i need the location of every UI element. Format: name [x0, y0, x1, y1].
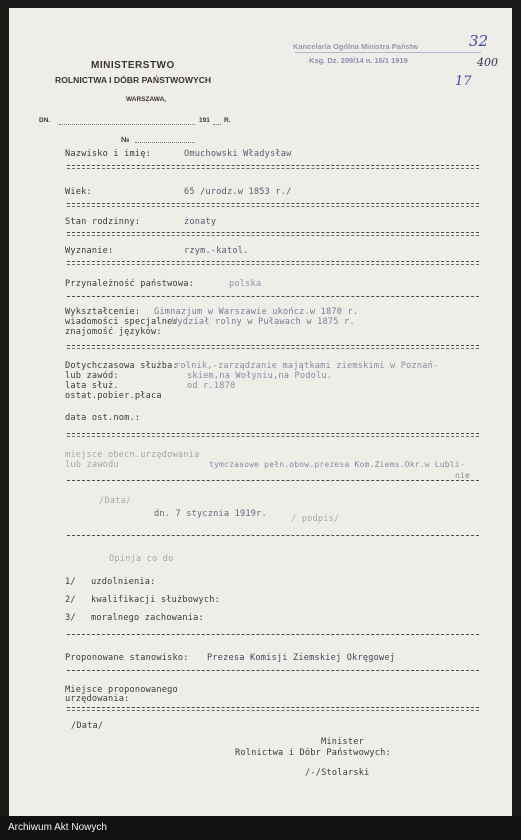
office-stamp-line1: Kancelaria Ogólna Ministra Państw: [293, 42, 419, 51]
rule-8: [67, 480, 479, 481]
rule-4b: [67, 264, 479, 265]
number-dotted-line: [135, 142, 195, 143]
rule-6: [67, 345, 479, 346]
minister-title: Minister: [321, 737, 364, 747]
rule-1: [67, 165, 479, 166]
year-r: R.: [224, 117, 231, 124]
place-value: tymczasowe pełn.obow.prezesa Kom.Ziems.Okr.w Lubli-: [209, 460, 465, 469]
nationality-value: polska: [229, 279, 262, 289]
city-label: WARSZAWA,: [126, 96, 167, 103]
service-value-3: od r.1870: [187, 381, 236, 391]
document-page: [9, 8, 512, 816]
proposed-place-label-1: Miejsce proponowanego: [65, 685, 178, 695]
religion-label: Wyznanie:: [65, 246, 114, 256]
name-label: Nazwisko i imię:: [65, 149, 151, 159]
family-label: Stan rodzinny:: [65, 217, 141, 227]
education-value: Gimnazjum w Warszawie ukończ.w 1870 r.: [154, 307, 359, 317]
archive-number-2: 400: [477, 56, 498, 69]
years-label: lata służ.: [65, 381, 119, 391]
year-dotted-line: [213, 124, 221, 125]
signature-label: / podpis/: [291, 514, 340, 524]
rule-3b: [67, 235, 479, 236]
opinion-1-number: 1/: [65, 577, 76, 587]
special-knowledge-value: Wydział rolny w Puławach w 1875 r.: [172, 317, 355, 327]
rule-3: [67, 232, 479, 233]
place-label-1: miejsce obecn.urzędowania: [65, 450, 200, 460]
opinion-2-text: kwalifikacji służbowych:: [91, 595, 220, 605]
rule-4: [67, 261, 479, 262]
religion-value: rzym.-katol.: [184, 246, 249, 256]
nationality-label: Przynależność państwowa:: [65, 279, 194, 289]
minister-ministry: Rolnictwa i Dóbr Państwowych:: [235, 748, 391, 758]
opinion-3-text: moralnego zachowania:: [91, 613, 204, 623]
rule-2: [67, 203, 479, 204]
salary-label: ostat.pobier.płaca: [65, 391, 162, 401]
stamp-rule: [295, 52, 481, 53]
ministry-name-line1: MINISTERSTWO: [91, 60, 175, 71]
rule-10: [67, 634, 479, 635]
rule-6b: [67, 348, 479, 349]
family-value: żonaty: [184, 217, 217, 227]
opinion-2-number: 2/: [65, 595, 76, 605]
proposed-position-value: Prezesa Komisji Ziemskiej Okręgowej: [207, 653, 396, 663]
rule-1b: [67, 168, 479, 169]
year-suffix: 191: [199, 117, 210, 124]
proposed-place-label-2: urzędowania:: [65, 694, 130, 704]
document-date-value: dn. 7 stycznia 1919r.: [154, 509, 267, 519]
rule-2b: [67, 206, 479, 207]
education-label: Wykształcenie:: [65, 307, 141, 317]
rule-12: [67, 707, 479, 708]
rule-7b: [67, 436, 479, 437]
archive-footer: [0, 816, 521, 840]
date-prefix: DN.: [39, 117, 51, 124]
rule-9: [67, 535, 479, 536]
opinion-3-number: 3/: [65, 613, 76, 623]
number-prefix: №: [121, 135, 130, 144]
date-slash-label-2: /Data/: [71, 721, 104, 731]
date-slash-label: /Data/: [99, 496, 132, 506]
age-value: 65 /urodz.w 1853 r./: [184, 187, 292, 197]
profession-label: lub zawód:: [65, 371, 119, 381]
ministry-name-line2: ROLNICTWA I DÓBR PAŃSTWOWYCH: [55, 75, 212, 85]
rule-11: [67, 670, 479, 671]
service-value-1: rolnik,-zarządzanie majątkami ziemskimi w Poznań-: [175, 361, 439, 371]
archive-number-3: 17: [455, 74, 472, 89]
service-value-2: skiem,na Wołyniu,na Podolu.: [187, 371, 333, 381]
opinion-1-text: uzdolnienia:: [91, 577, 156, 587]
service-label: Dotychczasowa służba:: [65, 361, 178, 371]
archive-number-1: 32: [469, 32, 489, 50]
proposed-position-label: Proponowane stanowisko:: [65, 653, 189, 663]
rule-5: [67, 296, 479, 297]
languages-label: znajomość języków:: [65, 327, 162, 337]
place-label-2: lub zawodu: [65, 460, 119, 470]
place-value-2: nie: [455, 471, 471, 480]
rule-7: [67, 433, 479, 434]
age-label: Wiek:: [65, 187, 92, 197]
rule-12b: [67, 710, 479, 711]
name-value: Omuchowski Władysław: [184, 149, 292, 159]
opinion-title: Opinja co do: [109, 554, 174, 564]
office-stamp-line2: Ksg. Dz. 209/14 n. 16/1 1919: [309, 56, 408, 65]
special-knowledge-label: wiadomości specjalne:: [65, 317, 178, 327]
nomination-date-label: data ost.nom.:: [65, 413, 141, 423]
date-dotted-line: [59, 124, 195, 125]
minister-signature: /-/Stolarski: [305, 768, 370, 778]
archive-footer-text: Archiwum Akt Nowych: [8, 822, 107, 833]
